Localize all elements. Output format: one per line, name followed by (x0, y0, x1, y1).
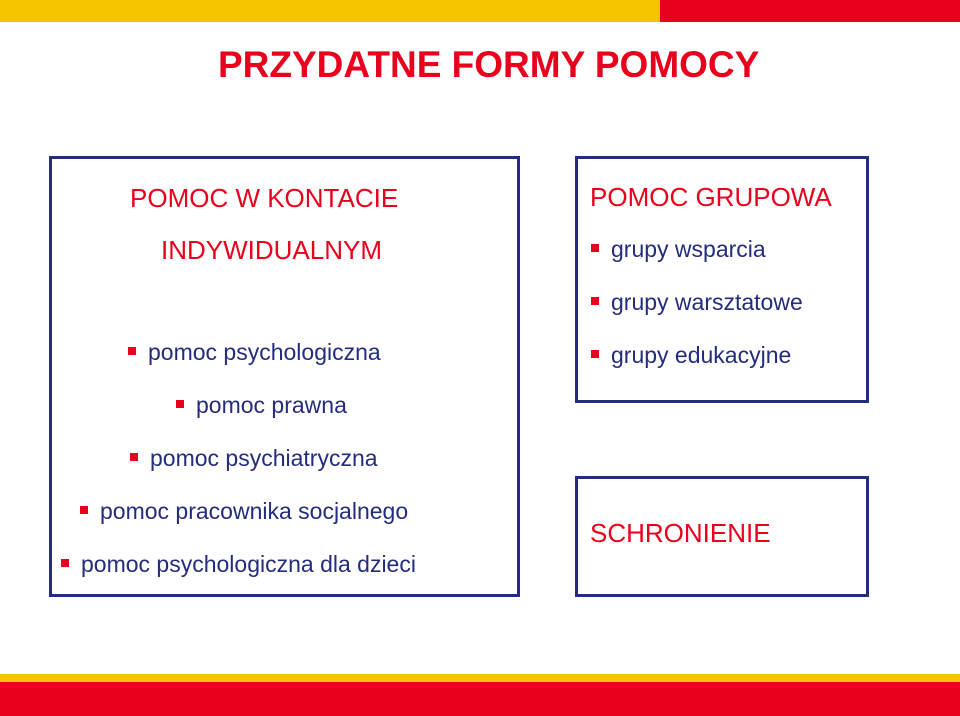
individual-heading-line1: POMOC W KONTACIE (130, 183, 399, 213)
list-item-label: pomoc psychiatryczna (150, 445, 378, 471)
list-item (128, 339, 381, 366)
list-item (591, 289, 803, 316)
shelter-heading: SCHRONIENIE (590, 518, 771, 548)
top-decorative-band (0, 0, 960, 22)
list-item (61, 551, 416, 578)
top-band-yellow (0, 0, 660, 22)
top-band-red (660, 0, 960, 22)
bullet-square-icon (591, 244, 599, 252)
list-item-label: grupy wsparcia (611, 236, 766, 262)
bottom-band-yellow (0, 674, 960, 682)
individual-help-box (49, 156, 520, 597)
list-item (80, 498, 408, 525)
page-title: PRZYDATNE FORMY POMOCY (218, 44, 760, 85)
list-item (591, 342, 791, 369)
list-item (591, 236, 766, 263)
list-item-label: pomoc psychologiczna dla dzieci (81, 551, 416, 577)
list-item-label: grupy warsztatowe (611, 289, 803, 315)
shelter-box (575, 476, 869, 597)
list-item (176, 392, 347, 419)
group-heading: POMOC GRUPOWA (590, 182, 832, 212)
group-help-box (575, 156, 869, 403)
bullet-square-icon (130, 453, 138, 461)
bullet-square-icon (591, 297, 599, 305)
bullet-square-icon (128, 347, 136, 355)
list-item-label: pomoc psychologiczna (148, 339, 381, 365)
bullet-square-icon (591, 350, 599, 358)
bullet-square-icon (61, 559, 69, 567)
list-item-label: grupy edukacyjne (611, 342, 792, 368)
list-item-label: pomoc prawna (196, 392, 347, 418)
bullet-square-icon (80, 506, 88, 514)
list-item (130, 445, 378, 472)
list-item-label: pomoc pracownika socjalnego (100, 498, 409, 524)
individual-heading-line2: INDYWIDUALNYM (161, 235, 383, 265)
bottom-decorative-band (0, 674, 960, 716)
bottom-band-red (0, 682, 960, 716)
bullet-square-icon (176, 400, 184, 408)
